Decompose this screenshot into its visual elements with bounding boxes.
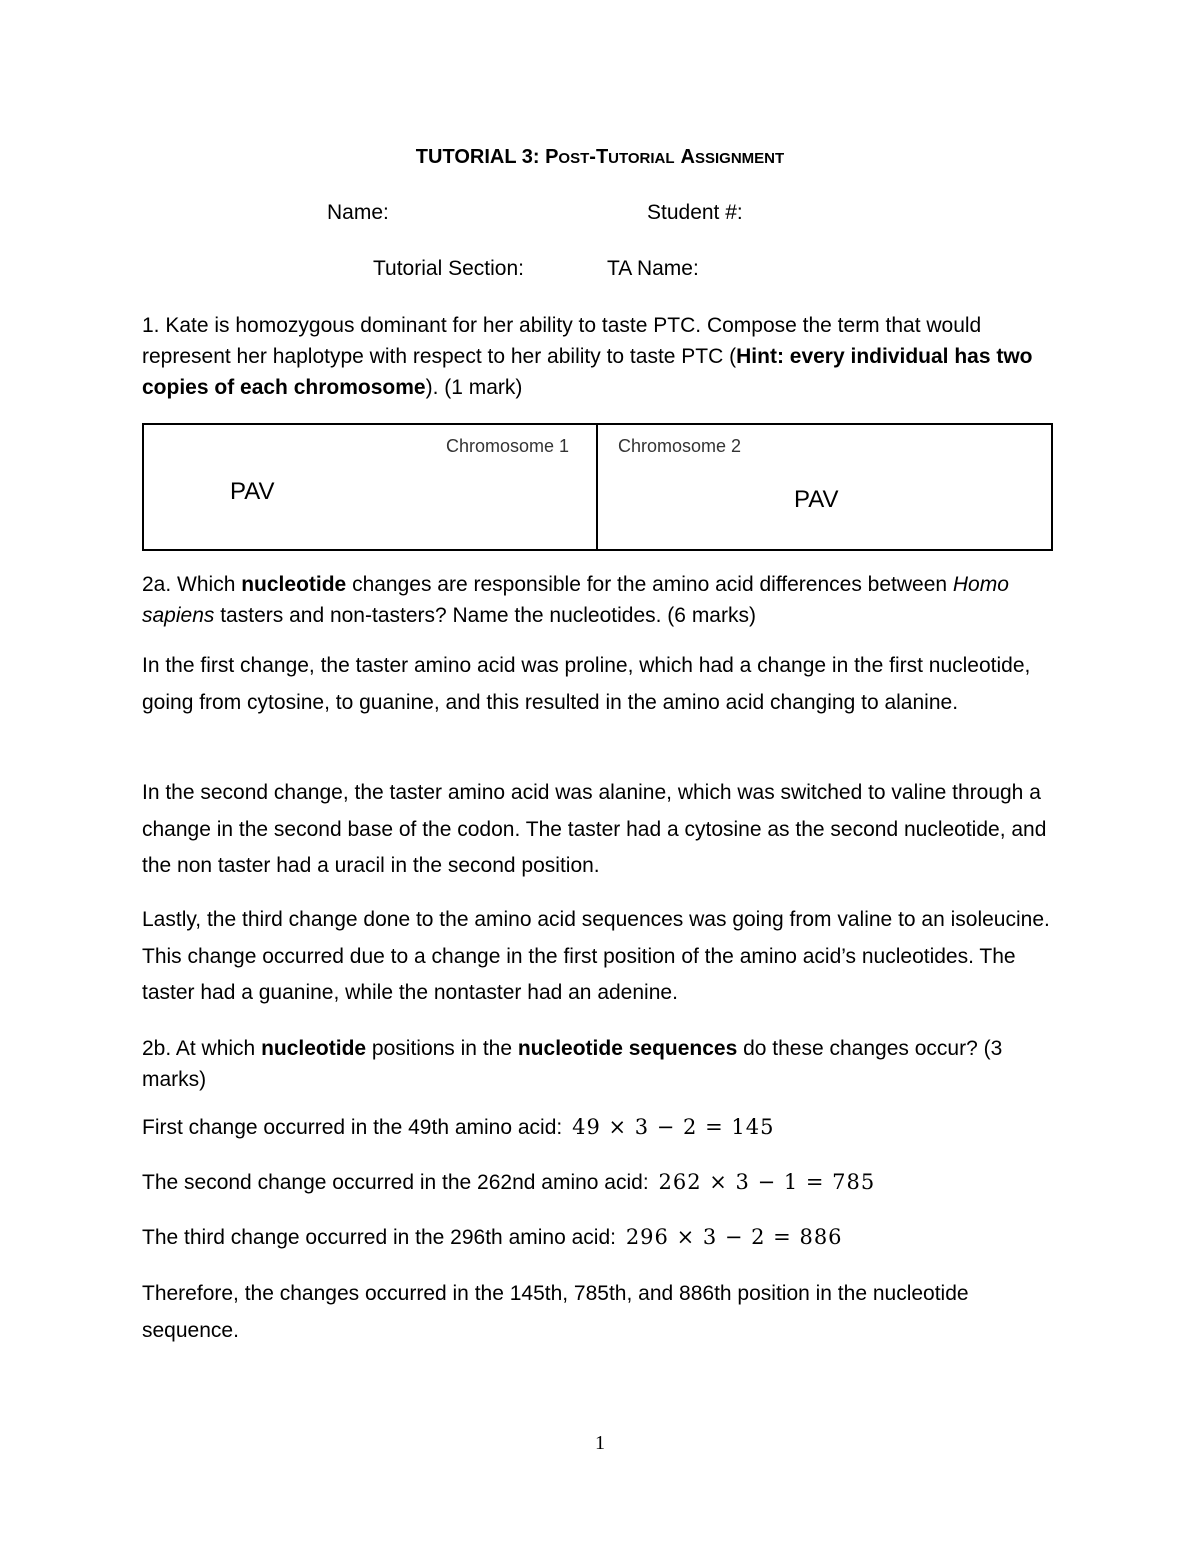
- calculation-line: [142, 1225, 843, 1250]
- chromosome-2-label: Chromosome 2: [618, 436, 742, 456]
- title-sc: P: [545, 146, 559, 168]
- answer-2a-paragraph: In the second change, the taster amino acid was alanine, which was switched to valine through a change in the second base of the codon. The taster had a cytosine as the second nucleotide, and the non taster had a uracil in the second position.: [142, 781, 1047, 877]
- question-2b: [142, 1033, 1072, 1095]
- question-text: positions in the: [366, 1037, 518, 1060]
- title-main: TUTORIAL 3:: [415, 146, 546, 168]
- chromosome-2-value: PAV: [794, 486, 839, 513]
- chromosome-table: [142, 423, 1053, 551]
- question-emphasis: nucleotide: [261, 1037, 367, 1060]
- tutorial-section-label: Tutorial Section:: [373, 257, 524, 280]
- answer-2a-paragraph: Lastly, the third change done to the amino acid sequences was going from valine to an isoleucine. This change occurred due to a change in the first position of the amino acid’s nucleotides. The taster had a guanine, while the nontaster had an adenine.: [142, 908, 1050, 1004]
- title-sc: T: [595, 146, 609, 168]
- table-divider: [596, 425, 598, 549]
- question-text: tasters and non-tasters? Name the nucleotides. (6 marks): [214, 604, 756, 627]
- calculation-line: [142, 1170, 875, 1195]
- calculation-text: First change occurred in the 49th amino acid:: [142, 1116, 563, 1139]
- title-sc: UTORIAL: [608, 150, 675, 167]
- document-title: [0, 146, 1200, 169]
- question-text: do these changes occur? (3 marks): [142, 1037, 1003, 1091]
- title-sc: -: [589, 146, 596, 168]
- question-2a: [142, 569, 1072, 631]
- title-sc: A: [680, 146, 695, 168]
- calculation-equation: 49 × 3 − 2 = 145: [572, 1115, 775, 1139]
- calculation-line: [142, 1115, 774, 1140]
- page-number: 1: [595, 1432, 605, 1454]
- species-name: Homo sapiens: [142, 573, 1009, 627]
- question-text: changes are responsible for the amino acid differences between: [346, 573, 953, 596]
- calculation-text: The third change occurred in the 296th amino acid:: [142, 1226, 616, 1249]
- question-text: 1. Kate is homozygous dominant for her ability to taste PTC. Compose the term that would represent her haplotype with respect to her ability to taste PTC (: [142, 314, 982, 368]
- ta-name-label: TA Name:: [607, 257, 699, 280]
- chromosome-1-value: PAV: [230, 478, 275, 505]
- question-1: [142, 310, 1072, 403]
- title-sc: OST: [558, 150, 590, 167]
- calculation-equation: 262 × 3 − 1 = 785: [658, 1170, 876, 1194]
- question-text: ). (1 mark): [425, 376, 523, 399]
- question-emphasis: nucleotide: [241, 573, 347, 596]
- calculation-equation: 296 × 3 − 2 = 886: [625, 1225, 843, 1249]
- student-number-label: Student #:: [647, 201, 743, 224]
- name-field-label: Name:: [327, 201, 389, 224]
- answer-2a-paragraph: In the first change, the taster amino acid was proline, which had a change in the first nucleotide, going from cytosine, to guanine, and this resulted in the amino acid changing to alanine.: [142, 654, 1031, 714]
- question-emphasis: nucleotide sequences: [517, 1037, 738, 1060]
- question-hint: Hint: every individual has two copies of each chromosome: [142, 345, 1033, 399]
- title-sc: SSIGNMENT: [695, 150, 785, 167]
- question-text: 2b. At which: [142, 1037, 262, 1060]
- question-text: 2a. Which: [142, 573, 242, 596]
- calculation-text: The second change occurred in the 262nd amino acid:: [142, 1171, 649, 1194]
- chromosome-1-label: Chromosome 1: [446, 436, 570, 456]
- conclusion-paragraph: Therefore, the changes occurred in the 145th, 785th, and 886th position in the nucleotide sequence.: [142, 1282, 969, 1342]
